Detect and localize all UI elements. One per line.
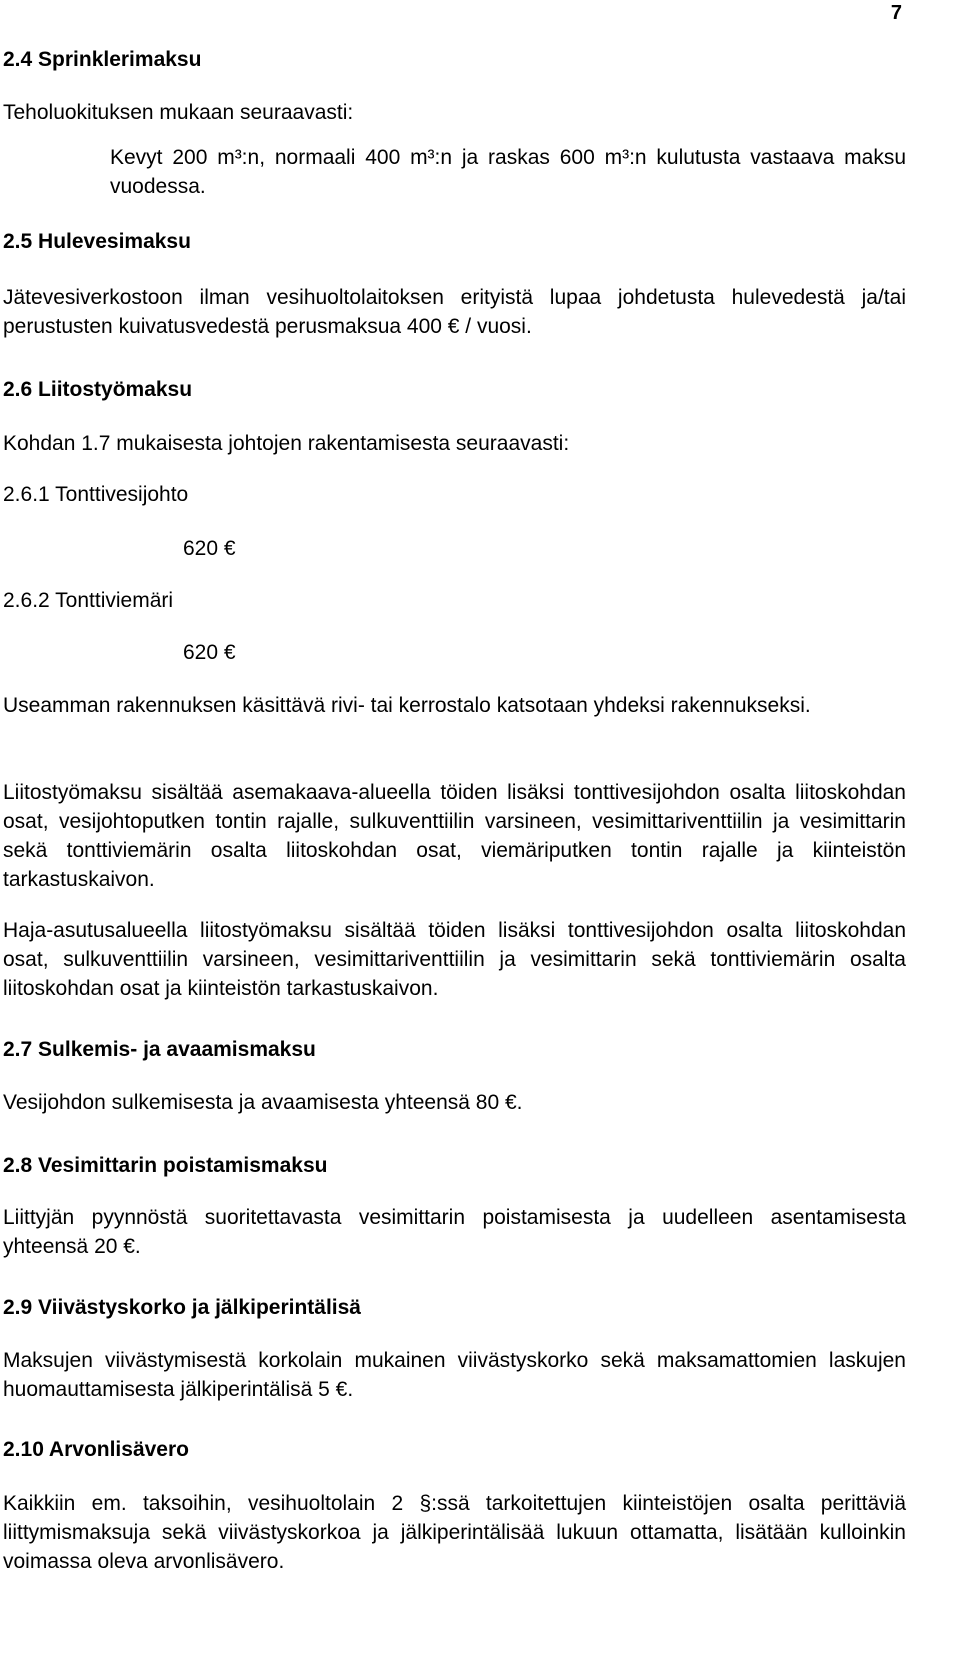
item-2-6-1-label: 2.6.1 Tonttivesijohto — [3, 483, 189, 506]
section-2-8-heading: 2.8 Vesimittarin poistamismaksu — [3, 1154, 328, 1177]
item-2-6-1-price: 620 € — [183, 537, 236, 560]
section-2-6-paragraph-3: Haja-asutusalueella liitostyömaksu sisältää töiden lisäksi tonttivesijohdon osalta liitoskohdan osat, sulkuventtiilin varsineen, vesimittariventtiilin ja vesimittarin sekä tonttiviemärin osalta liitoskohdan osat ja kiinteistön tarkastuskaivon. — [3, 919, 906, 1000]
section-2-8-text: Liittyjän pyynnöstä suoritettavasta vesimittarin poistamisesta ja uudelleen asentamisesta yhteensä 20 €. — [3, 1206, 906, 1258]
page-number: 7 — [890, 2, 902, 24]
section-2-9-heading: 2.9 Viivästyskorko ja jälkiperintälisä — [3, 1296, 361, 1319]
section-2-5-text: Jätevesiverkostoon ilman vesihuoltolaitoksen erityistä lupaa johdetusta hulevedestä ja/tai perustusten kuivatusvedestä perusmaksua 400 € / vuosi. — [3, 286, 906, 338]
section-2-10-text: Kaikkiin em. taksoihin, vesihuoltolain 2 §:ssä tarkoitettujen kiinteistöjen osalta perittäviä liittymismaksuja sekä viivästyskorkoa ja jälkiperintälisää lukuun ottamatta, lisätään kulloinkin voimassa oleva arvonlisävero. — [3, 1492, 906, 1573]
section-2-4-heading: 2.4 Sprinklerimaksu — [3, 48, 202, 71]
section-2-7-heading: 2.7 Sulkemis- ja avaamismaksu — [3, 1038, 316, 1061]
section-2-6-paragraph-1: Useamman rakennuksen käsittävä rivi- tai kerrostalo katsotaan yhdeksi rakennukseksi. — [3, 694, 811, 717]
section-2-4-text: Kevyt 200 m³:n, normaali 400 m³:n ja raskas 600 m³:n kulutusta vastaava maksu vuodessa. — [110, 146, 906, 198]
section-2-9-text: Maksujen viivästymisestä korkolain mukainen viivästyskorko sekä maksamattomien laskujen huomauttamisesta jälkiperintälisä 5 €. — [3, 1349, 906, 1401]
section-2-6-heading: 2.6 Liitostyömaksu — [3, 378, 193, 401]
section-2-6-paragraph-2: Liitostyömaksu sisältää asemakaava-alueella töiden lisäksi tonttivesijohdon osalta liitoskohdan osat, vesijohtoputken tontin rajalle, sulkuventtiilin varsineen, vesimittariventtiilin ja vesimittarin sekä tonttiviemärin osalta liitoskohdan osat, viemäriputken tontin rajalle ja kiinteistön tarkastuskaivon. — [3, 781, 906, 891]
item-2-6-2-price: 620 € — [183, 641, 236, 664]
section-2-6-intro: Kohdan 1.7 mukaisesta johtojen rakentamisesta seuraavasti: — [3, 432, 570, 455]
section-2-7-text: Vesijohdon sulkemisesta ja avaamisesta yhteensä 80 €. — [3, 1091, 523, 1114]
section-2-5-heading: 2.5 Hulevesimaksu — [3, 230, 191, 253]
item-2-6-2-label: 2.6.2 Tonttiviemäri — [3, 589, 174, 612]
section-2-4-intro: Teholuokituksen mukaan seuraavasti: — [3, 101, 354, 124]
section-2-10-heading: 2.10 Arvonlisävero — [3, 1438, 189, 1461]
